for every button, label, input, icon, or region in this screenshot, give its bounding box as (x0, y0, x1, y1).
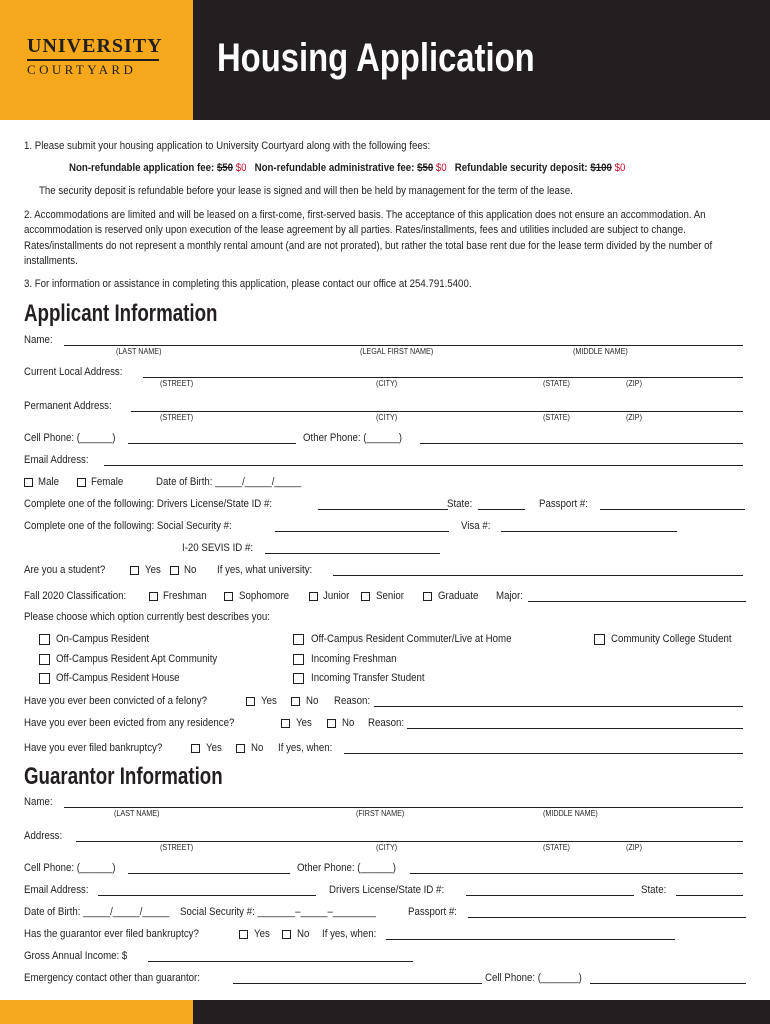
incoming-transfer-checkbox[interactable] (293, 673, 304, 684)
email-field[interactable] (104, 465, 743, 466)
g-state-label: State: (641, 884, 667, 896)
cell-phone-field[interactable] (128, 443, 296, 444)
graduate-label: Graduate (438, 590, 479, 602)
g-other-phone-label: Other Phone: (______) (297, 862, 397, 874)
g-bankruptcy-no-label: No (297, 928, 310, 940)
bankruptcy-when-label: If yes, when: (278, 742, 333, 754)
visa-label: Visa #: (461, 520, 491, 532)
off-campus-commuter-checkbox[interactable] (293, 634, 304, 645)
passport-label: Passport #: (539, 498, 588, 510)
g-bankruptcy-yes-checkbox[interactable] (239, 930, 248, 939)
student-yes-checkbox[interactable] (130, 566, 139, 575)
visa-field[interactable] (501, 531, 677, 532)
g-bankruptcy-yes-label: Yes (254, 928, 270, 940)
student-no-label: No (184, 564, 197, 576)
email-label: Email Address: (24, 454, 89, 466)
permanent-address-label: Permanent Address: (24, 400, 112, 412)
emergency-cell-label: Cell Phone: (_______) (485, 972, 582, 984)
guarantor-heading: Guarantor Information (24, 763, 223, 790)
classification-label: Fall 2020 Classification: (24, 590, 127, 602)
g-dl-label: Drivers License/State ID #: (329, 884, 445, 896)
female-label: Female (91, 476, 124, 488)
g-bankruptcy-when-label: If yes, when: (322, 928, 377, 940)
g-city-caption: (CITY) (376, 843, 398, 852)
community-college-label: Community College Student (611, 633, 732, 645)
major-label: Major: (496, 590, 523, 602)
permanent-address-field[interactable] (131, 411, 743, 412)
g-other-phone-field[interactable] (410, 873, 743, 874)
off-campus-house-label: Off-Campus Resident House (56, 672, 180, 684)
bankruptcy-no-checkbox[interactable] (236, 744, 245, 753)
on-campus-label: On-Campus Resident (56, 633, 150, 645)
dob-label[interactable]: Date of Birth: _____/_____/_____ (156, 476, 302, 488)
fee-app-new: $0 (235, 162, 247, 174)
g-email-field[interactable] (98, 895, 316, 896)
fees-line (69, 162, 625, 174)
fee-app-old: $50 (216, 162, 234, 174)
student-question: Are you a student? (24, 564, 106, 576)
freshman-checkbox[interactable] (149, 592, 158, 601)
g-last-name-caption: (LAST NAME) (114, 809, 160, 818)
g-zip-caption: (ZIP) (626, 843, 643, 852)
fee-admin-label: Non-refundable administrative fee: (254, 162, 415, 174)
instruction-1: 1. Please submit your housing application to University Courtyard along with the following fees: (24, 140, 431, 152)
guarantor-name-field[interactable] (64, 807, 743, 808)
g-street-caption: (STREET) (160, 843, 194, 852)
felony-no-label: No (306, 695, 319, 707)
perm-city-caption: (CITY) (376, 413, 398, 422)
guarantor-name-label: Name: (24, 796, 53, 808)
evicted-question: Have you ever been evicted from any residence? (24, 717, 235, 729)
senior-label: Senior (376, 590, 404, 602)
g-dl-field[interactable] (466, 895, 634, 896)
g-dob-label[interactable]: Date of Birth: _____/_____/_____ (24, 906, 170, 918)
g-bankruptcy-no-checkbox[interactable] (282, 930, 291, 939)
deposit-note: The security deposit is refundable before your lease is signed and will then be held by management for the term of the lease. (39, 185, 573, 197)
fee-deposit-new: $0 (614, 162, 626, 174)
dl-state-field[interactable] (478, 509, 525, 510)
fee-admin-old: $50 (417, 162, 434, 174)
incoming-freshman-checkbox[interactable] (293, 654, 304, 665)
university-field[interactable] (333, 575, 743, 576)
university-label: If yes, what university: (217, 564, 313, 576)
describe-question: Please choose which option currently best describes you: (24, 611, 270, 623)
footer-accent (0, 1000, 193, 1024)
g-cell-phone-label: Cell Phone: (______) (24, 862, 116, 874)
instruction-2: 2. Accommodations are limited and will be leased on a first-come, first-served basis. The acceptance of this application does not ensure an accommodation. An accommodation is reserved only upon execution of the lease agreement by all parties. Rates/installments, fees and utilities included are subject to change. Rates/installments do not represent a monthly rental amount (and are not prorated), but rather the total base rent due for the lease term divided by the number of installments. (24, 209, 713, 267)
g-income-field[interactable] (148, 961, 413, 962)
evicted-reason-label: Reason: (368, 717, 405, 729)
felony-reason-field[interactable] (374, 706, 743, 707)
g-ssn-label[interactable]: Social Security #: _______–_____–________ (180, 906, 376, 918)
bankruptcy-yes-label: Yes (206, 742, 222, 754)
complete-one-ssn-label: Complete one of the following: Social Security #: (24, 520, 232, 532)
fee-admin-new: $0 (435, 162, 447, 174)
local-zip-caption: (ZIP) (626, 379, 643, 388)
i20-field[interactable] (265, 553, 440, 554)
applicant-heading: Applicant Information (24, 300, 218, 327)
felony-reason-label: Reason: (334, 695, 371, 707)
bankruptcy-question: Have you ever filed bankruptcy? (24, 742, 163, 754)
evicted-no-label: No (342, 717, 355, 729)
g-state-caption: (STATE) (543, 843, 570, 852)
applicant-name-label: Name: (24, 334, 53, 346)
community-college-checkbox[interactable] (594, 634, 605, 645)
emergency-cell-field[interactable] (590, 983, 746, 984)
other-phone-label: Other Phone: (______) (303, 432, 403, 444)
local-address-field[interactable] (143, 377, 743, 378)
local-state-caption: (STATE) (543, 379, 570, 388)
page-title: Housing Application (217, 36, 535, 80)
evicted-yes-checkbox[interactable] (281, 719, 290, 728)
off-campus-house-checkbox[interactable] (39, 673, 50, 684)
guarantor-address-label: Address: (24, 830, 63, 842)
g-passport-field[interactable] (468, 917, 746, 918)
last-name-caption: (LAST NAME) (116, 347, 162, 356)
passport-field[interactable] (600, 509, 745, 510)
freshman-label: Freshman (163, 590, 207, 602)
evicted-yes-label: Yes (296, 717, 312, 729)
junior-checkbox[interactable] (309, 592, 318, 601)
incoming-freshman-label: Incoming Freshman (311, 653, 397, 665)
bankruptcy-no-label: No (251, 742, 264, 754)
i20-label: I-20 SEVIS ID #: (182, 542, 254, 554)
g-bankruptcy-question: Has the guarantor ever filed bankruptcy? (24, 928, 199, 940)
felony-yes-label: Yes (261, 695, 277, 707)
bankruptcy-when-field[interactable] (344, 753, 743, 754)
perm-street-caption: (STREET) (160, 413, 194, 422)
local-address-label: Current Local Address: (24, 366, 123, 378)
female-checkbox[interactable] (77, 478, 86, 487)
senior-checkbox[interactable] (361, 592, 370, 601)
logo-university: UNIVERSITY (27, 35, 163, 57)
junior-label: Junior (323, 590, 350, 602)
felony-yes-checkbox[interactable] (246, 697, 255, 706)
complete-one-dl-label: Complete one of the following: Drivers License/State ID #: (24, 498, 273, 510)
g-income-label: Gross Annual Income: $ (24, 950, 128, 962)
g-bankruptcy-when-field[interactable] (386, 939, 675, 940)
g-cell-phone-field[interactable] (128, 873, 290, 874)
logo-panel (0, 0, 193, 120)
on-campus-checkbox[interactable] (39, 634, 50, 645)
local-city-caption: (CITY) (376, 379, 398, 388)
felony-question: Have you ever been convicted of a felony? (24, 695, 207, 707)
g-passport-label: Passport #: (408, 906, 457, 918)
dl-state-label: State: (447, 498, 473, 510)
bankruptcy-yes-checkbox[interactable] (191, 744, 200, 753)
major-field[interactable] (528, 601, 746, 602)
applicant-name-field[interactable] (64, 345, 743, 346)
fee-app-label: Non-refundable application fee: (69, 162, 215, 174)
cell-phone-label: Cell Phone: (______) (24, 432, 116, 444)
middle-name-caption: (MIDDLE NAME) (573, 347, 628, 356)
local-street-caption: (STREET) (160, 379, 194, 388)
evicted-no-checkbox[interactable] (327, 719, 336, 728)
logo-divider (27, 59, 159, 61)
emergency-contact-label: Emergency contact other than guarantor: (24, 972, 200, 984)
student-no-checkbox[interactable] (170, 566, 179, 575)
dl-field[interactable] (318, 509, 448, 510)
off-campus-apt-checkbox[interactable] (39, 654, 50, 665)
perm-state-caption: (STATE) (543, 413, 570, 422)
g-middle-name-caption: (MIDDLE NAME) (543, 809, 598, 818)
sophomore-checkbox[interactable] (224, 592, 233, 601)
male-checkbox[interactable] (24, 478, 33, 487)
felony-no-checkbox[interactable] (291, 697, 300, 706)
g-state-field[interactable] (676, 895, 743, 896)
evicted-reason-field[interactable] (407, 728, 743, 729)
first-name-caption: (LEGAL FIRST NAME) (360, 347, 434, 356)
ssn-field[interactable] (275, 531, 449, 532)
instruction-3: 3. For information or assistance in completing this application, please contact our office at 254.791.5400. (24, 278, 472, 290)
guarantor-address-field[interactable] (76, 841, 743, 842)
g-email-label: Email Address: (24, 884, 89, 896)
perm-zip-caption: (ZIP) (626, 413, 643, 422)
incoming-transfer-label: Incoming Transfer Student (311, 672, 425, 684)
male-label: Male (38, 476, 59, 488)
fee-deposit-old: $100 (590, 162, 612, 174)
off-campus-apt-label: Off-Campus Resident Apt Community (56, 653, 218, 665)
fee-deposit-label: Refundable security deposit: (454, 162, 588, 174)
emergency-contact-field[interactable] (233, 983, 482, 984)
g-first-name-caption: (FIRST NAME) (356, 809, 405, 818)
student-yes-label: Yes (145, 564, 161, 576)
logo-courtyard: COURTYARD (27, 62, 137, 77)
off-campus-commuter-label: Off-Campus Resident Commuter/Live at Home (311, 633, 512, 645)
graduate-checkbox[interactable] (423, 592, 432, 601)
other-phone-field[interactable] (420, 443, 743, 444)
sophomore-label: Sophomore (239, 590, 290, 602)
